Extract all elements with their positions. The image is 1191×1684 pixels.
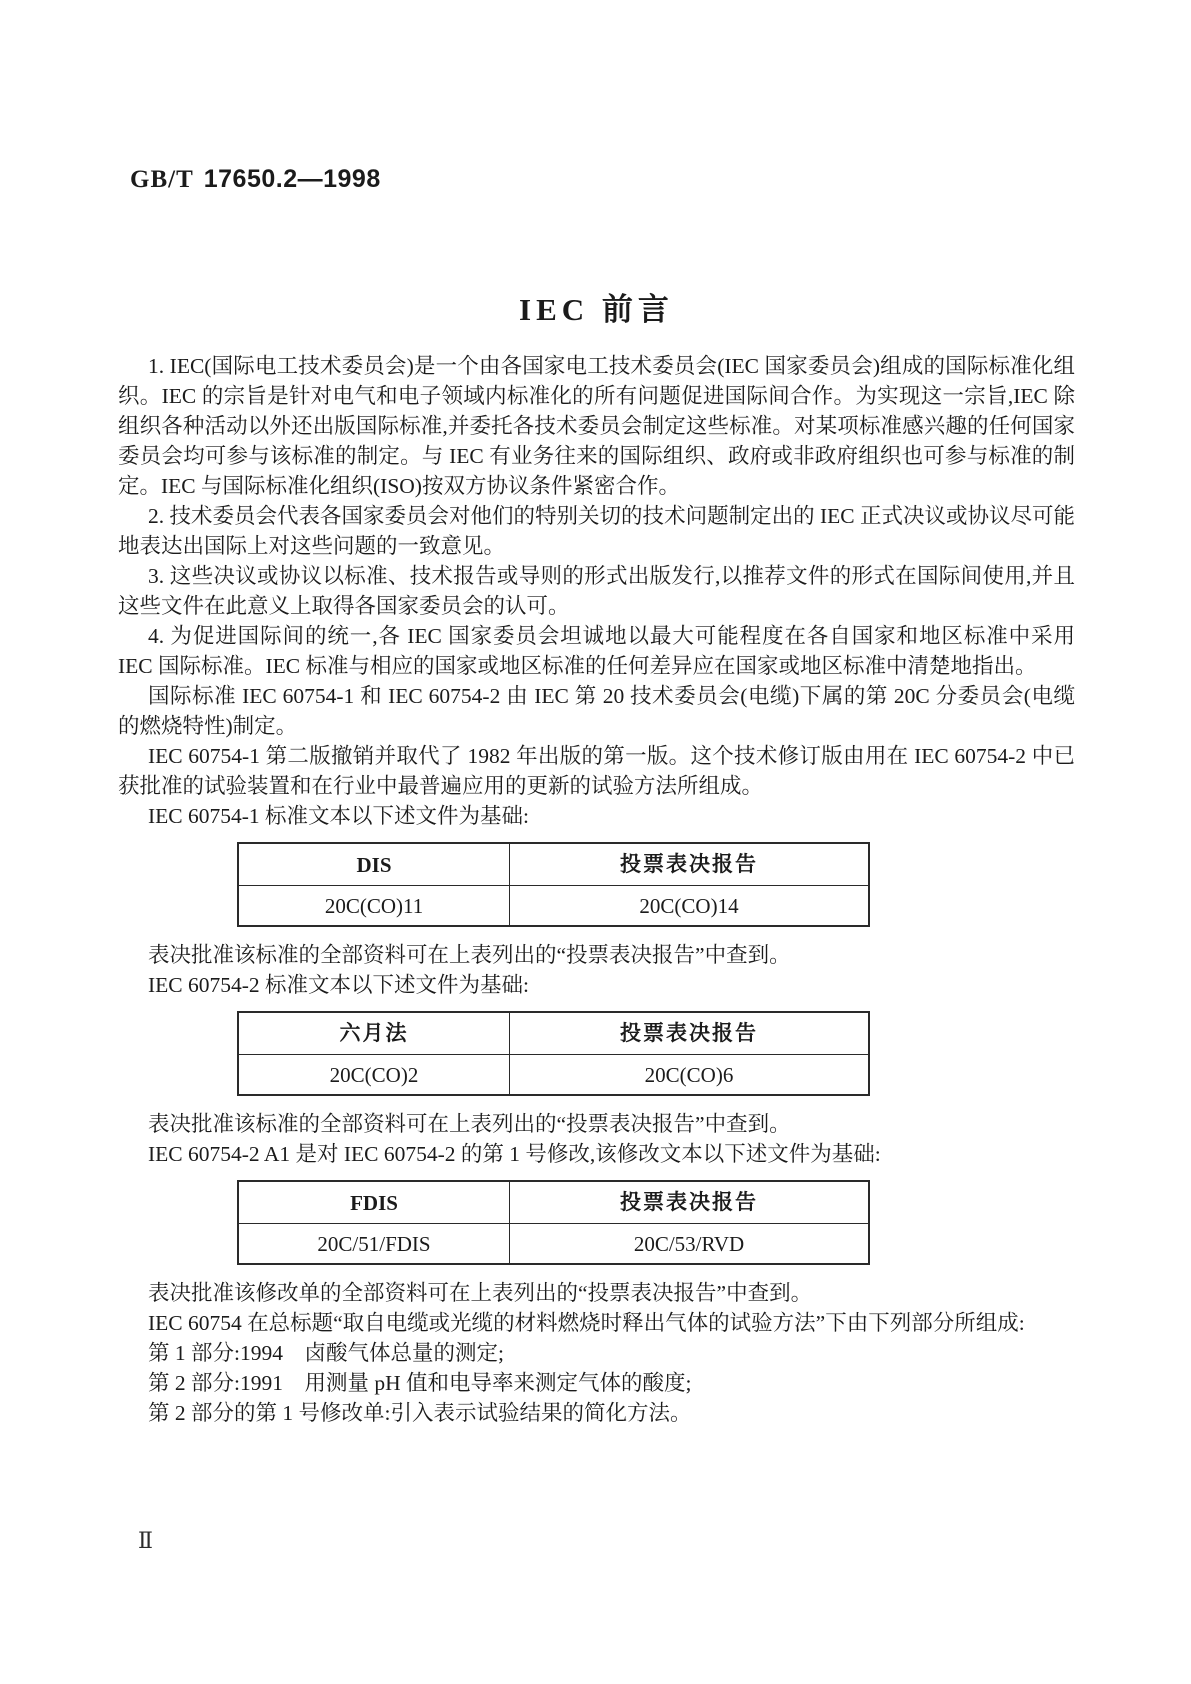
basis-table-60754-2 bbox=[237, 1011, 870, 1096]
page-number: Ⅱ bbox=[138, 1528, 153, 1553]
paragraph-basis-intro-60754-1: IEC 60754-1 标准文本以下述文件为基础: bbox=[148, 804, 530, 828]
paragraph-part-1: 第 1 部分:1994 卤酸气体总量的测定; bbox=[148, 1341, 504, 1365]
table-header-six-month: 六月法 bbox=[238, 1012, 510, 1055]
paragraph-voting-note-1: 表决批准该标准的全部资料可在上表列出的“投票表决报告”中查到。 bbox=[148, 943, 791, 967]
table-header-row bbox=[238, 1181, 869, 1224]
paragraph-iec-item-3: 3. 这些决议或协议以标准、技术报告或导则的形式出版发行,以推荐文件的形式在国际间使用,并且这些文件在此意义上取得各国家委员会的认可。 bbox=[118, 564, 1075, 618]
table-cell-report-value: 20C/53/RVD bbox=[510, 1224, 869, 1265]
table-cell-fdis-value: 20C/51/FDIS bbox=[238, 1224, 510, 1265]
standard-code bbox=[130, 165, 1075, 194]
table-cell-dis-value: 20C(CO)11 bbox=[238, 886, 510, 927]
table-row bbox=[238, 886, 869, 927]
table-row bbox=[238, 1224, 869, 1265]
paragraph-voting-note-3: 表决批准该修改单的全部资料可在上表列出的“投票表决报告”中查到。 bbox=[148, 1281, 813, 1305]
table-header-fdis: FDIS bbox=[238, 1181, 510, 1224]
paragraph-edition-history: IEC 60754-1 第二版撤销并取代了 1982 年出版的第一版。这个技术修订版由用在 IEC 60754-2 中已获批准的试验装置和在行业中最普遍应用的更新的试验方法所组成。 bbox=[118, 744, 1075, 798]
table-header-row bbox=[238, 843, 869, 886]
paragraph-iec-item-2: 2. 技术委员会代表各国家委员会对他们的特别关切的技术问题制定出的 IEC 正式决议或协议尽可能地表达出国际上对这些问题的一致意见。 bbox=[118, 504, 1075, 558]
basis-table-amendment bbox=[237, 1180, 870, 1265]
paragraph-iec-item-4: 4. 为促进国际间的统一,各 IEC 国家委员会坦诚地以最大可能程度在各自国家和地区标准中采用 IEC 国际标准。IEC 标准与相应的国家或地区标准的任何差异应在国家或地区标准中清楚地指出。 bbox=[118, 624, 1075, 678]
basis-table-60754-1 bbox=[237, 842, 870, 927]
standard-code-prefix: GB/T bbox=[130, 166, 194, 193]
paragraph-voting-note-2: 表决批准该标准的全部资料可在上表列出的“投票表决报告”中查到。 bbox=[148, 1112, 791, 1136]
paragraph-committee-origin: 国际标准 IEC 60754-1 和 IEC 60754-2 由 IEC 第 20 技术委员会(电缆)下属的第 20C 分委员会(电缆的燃烧特性)制定。 bbox=[118, 684, 1075, 738]
paragraph-part-2-amendment: 第 2 部分的第 1 号修改单:引入表示试验结果的简化方法。 bbox=[148, 1401, 692, 1425]
table-cell-six-month-value: 20C(CO)2 bbox=[238, 1055, 510, 1096]
paragraph-iec-item-1: 1. IEC(国际电工技术委员会)是一个由各国家电工技术委员会(IEC 国家委员会)组成的国际标准化组织。IEC 的宗旨是针对电气和电子领域内标准化的所有问题促进国际间合作。为实现这一宗旨,IEC 除组织各种活动以外还出版国际标准,并委托各技术委员会制定这些标准。对某项标准感兴趣的任何国家委员会均可参与该标准的制定。与 IEC 有业务往来的国际组织、政府或非政府组织也可参与标准的制定。IEC 与国际标准化组织(ISO)按双方协议条件紧密合作。 bbox=[118, 354, 1075, 498]
table-row bbox=[238, 1055, 869, 1096]
document-body bbox=[118, 351, 1075, 1428]
table-header-voting-report: 投票表决报告 bbox=[510, 1181, 869, 1224]
table-header-dis: DIS bbox=[238, 843, 510, 886]
paragraph-basis-intro-60754-2: IEC 60754-2 标准文本以下述文件为基础: bbox=[148, 973, 530, 997]
paragraph-basis-intro-amendment: IEC 60754-2 A1 是对 IEC 60754-2 的第 1 号修改,该修改文本以下述文件为基础: bbox=[148, 1142, 881, 1166]
page-title: IEC 前言 bbox=[519, 292, 674, 327]
table-header-row bbox=[238, 1012, 869, 1055]
table-cell-report-value: 20C(CO)6 bbox=[510, 1055, 869, 1096]
table-cell-report-value: 20C(CO)14 bbox=[510, 886, 869, 927]
table-header-voting-report: 投票表决报告 bbox=[510, 1012, 869, 1055]
paragraph-part-2: 第 2 部分:1991 用测量 pH 值和电导率来测定气体的酸度; bbox=[148, 1371, 692, 1395]
standard-code-number: 17650.2—1998 bbox=[203, 165, 381, 193]
paragraph-series-title: IEC 60754 在总标题“取自电缆或光缆的材料燃烧时释出气体的试验方法”下由下列部分所组成: bbox=[148, 1311, 1025, 1335]
table-header-voting-report: 投票表决报告 bbox=[510, 843, 869, 886]
